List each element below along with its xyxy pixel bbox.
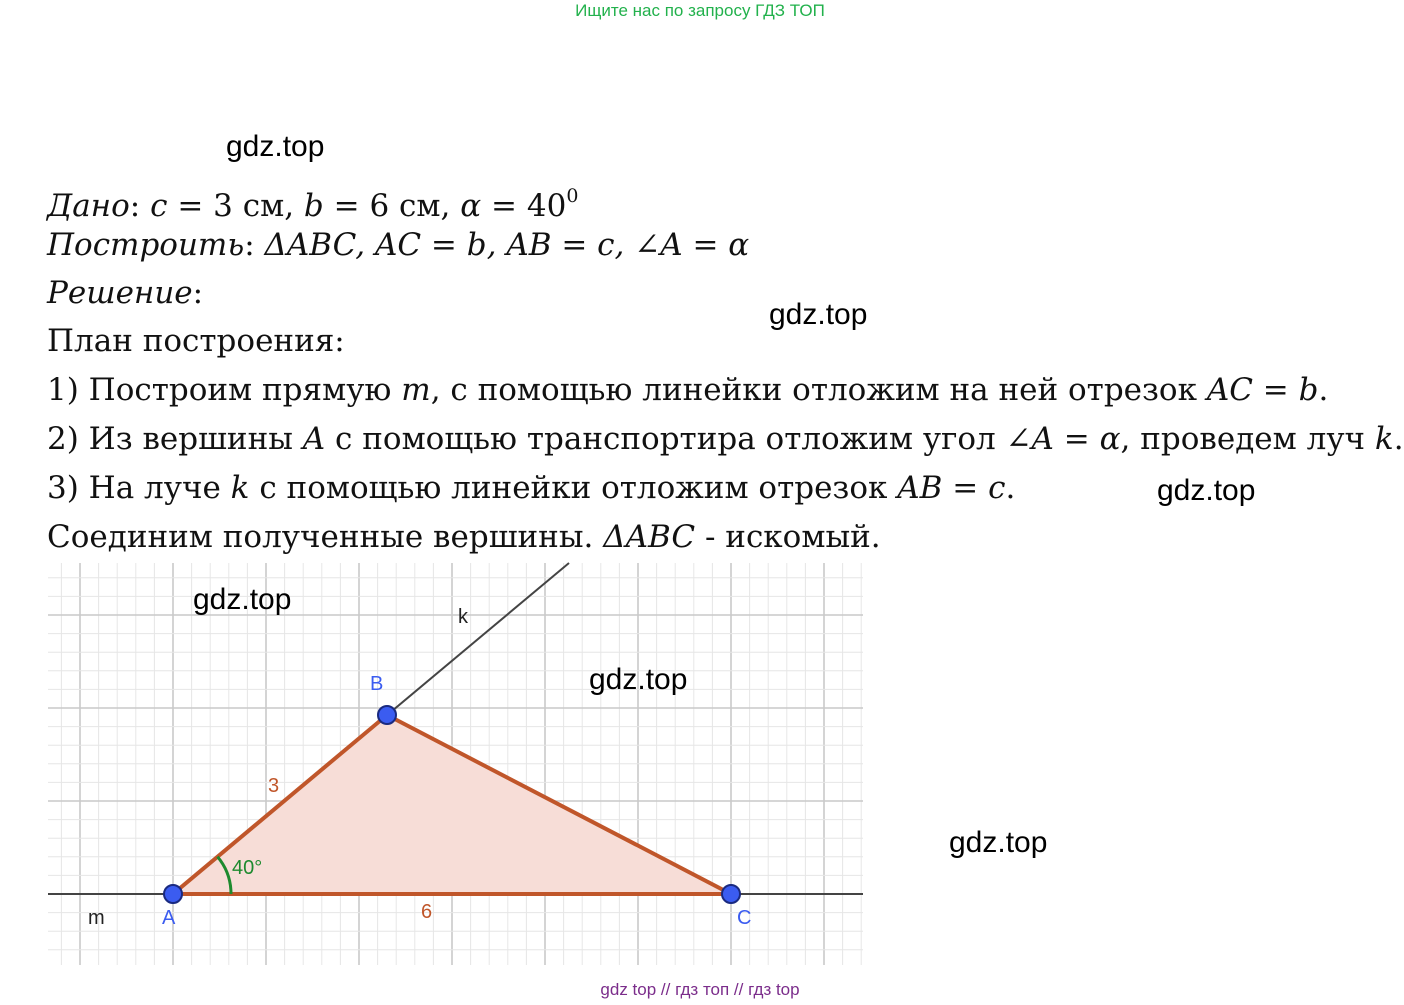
construct-line: Построить: ΔABC, AC = b, AB = c, ∠A = α	[47, 227, 750, 263]
step-1: 1) Построим прямую m, с помощью линейки отложим на ней отрезок AC = b.	[47, 372, 1329, 408]
construct-label: Построить	[47, 227, 245, 263]
given-label: Дано	[47, 188, 130, 224]
watermark: gdz.top	[193, 583, 292, 616]
solution-line: Решение:	[47, 275, 204, 311]
point-c[interactable]	[722, 885, 740, 903]
label-b: B	[370, 673, 384, 695]
point-b[interactable]	[378, 706, 396, 724]
step-3: 3) На луче k с помощью линейки отложим отрезок AB = c.	[47, 470, 1016, 506]
label-k: k	[458, 606, 468, 628]
label-angle-a: 40°	[232, 857, 263, 879]
label-a: A	[162, 907, 176, 929]
watermark: gdz.top	[589, 663, 688, 696]
step-2: 2) Из вершины A с помощью транспортира отложим угол ∠A = α, проведем луч k.	[47, 421, 1404, 457]
footer-links[interactable]: gdz top // гдз топ // гдз top	[600, 980, 800, 999]
watermark: gdz.top	[949, 826, 1048, 859]
point-a[interactable]	[164, 885, 182, 903]
label-ac-length: 6	[421, 901, 433, 923]
top-banner[interactable]: Ищите нас по запросу ГДЗ ТОП	[575, 1, 825, 20]
label-c: C	[737, 907, 752, 929]
conclusion: Соединим полученные вершины. ΔABC - искомый.	[47, 519, 881, 555]
construction-figure	[48, 563, 863, 965]
watermark: gdz.top	[226, 130, 325, 163]
label-m: m	[88, 907, 105, 929]
label-ab-length: 3	[268, 775, 280, 797]
plan-title: План построения:	[47, 323, 345, 359]
watermark: gdz.top	[1157, 474, 1256, 507]
watermark: gdz.top	[769, 298, 868, 331]
figure-svg	[48, 563, 863, 965]
solution-label: Решение	[47, 275, 193, 311]
given-line: Дано: c = 3 см, b = 6 см, $\alpha = 40^0$	[47, 185, 579, 224]
